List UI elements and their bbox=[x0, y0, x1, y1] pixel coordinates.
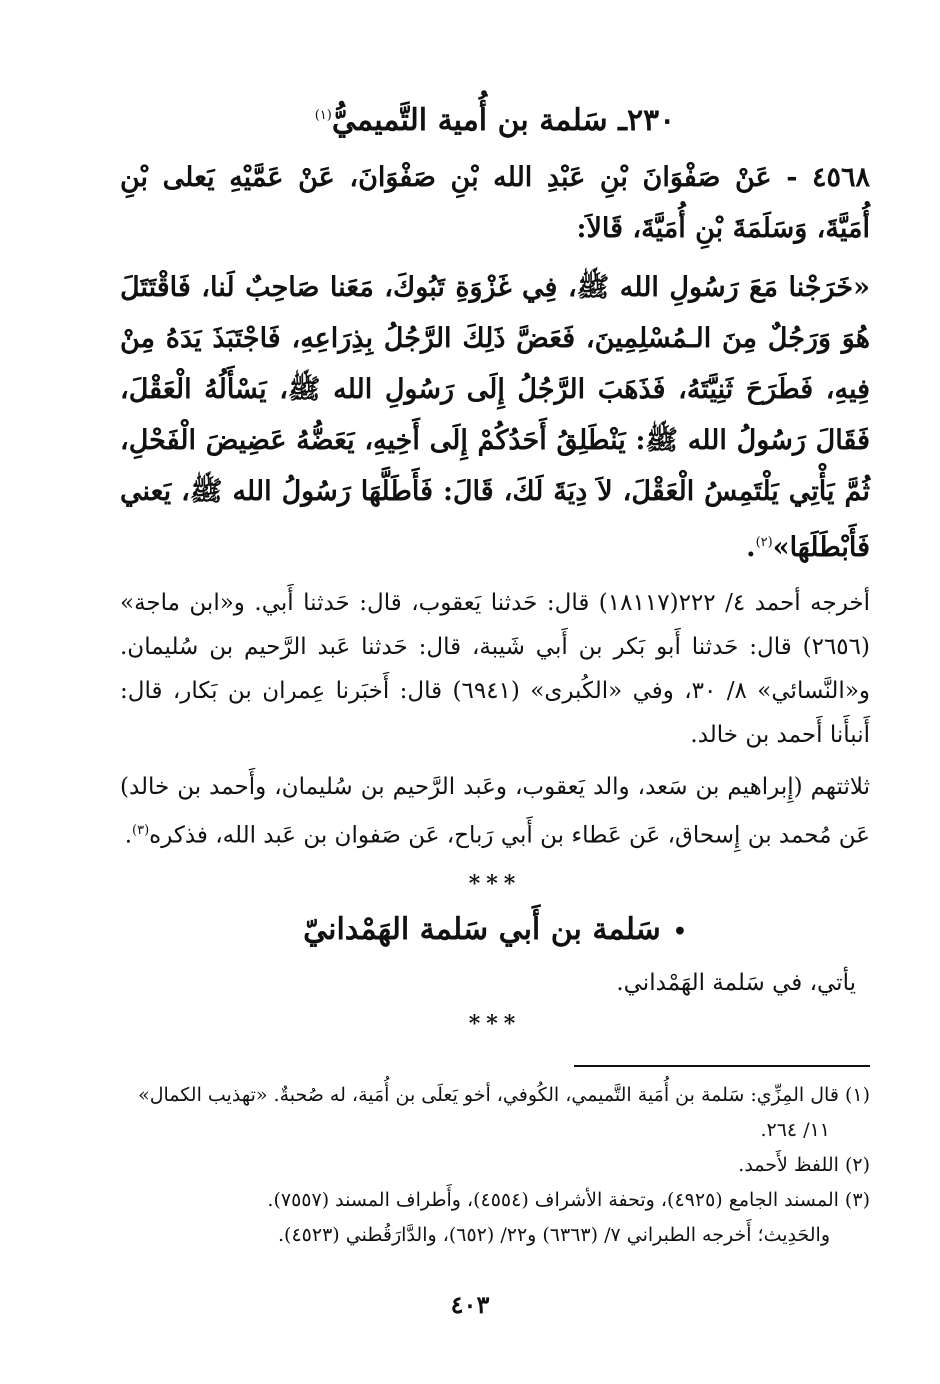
footnote-1-continued: ١١/ ٢٦٤. bbox=[760, 1119, 830, 1141]
subentry-heading bbox=[120, 902, 870, 960]
subentry-heading-text: سَلمة بن أَبي سَلمة الهَمْدانيّ bbox=[303, 911, 661, 947]
hadith-matn: «خَرَجْنا مَعَ رَسُولِ الله ﷺ، فِي غَزْوَةِ تَبُوكَ، مَعَنا صَاحِبٌ لَنا، فَاقْتَتَلَ هُوَ وَرَجُلٌ مِنَ الـمُسْلِمِينَ، فَعَضَّ ذَلِكَ الرَّجُلُ بِذِرَاعِهِ، فَاجْتَبَذَ يَدَهُ مِنْ فِيهِ، فَطَرَحَ ثَنِيَّتَهُ، فَذَهَبَ الرَّجُلُ إِلَى رَسُولِ الله ﷺ، يَسْأَلُهُ الْعَقْلَ، فَقَالَ رَسُولُ الله ﷺ: يَنْطَلِقُ أَحَدُكُمْ إِلَى أَخِيهِ، يَعَضُّهُ عَضِيضَ الْفَحْلِ، ثُمَّ يَأْتِي يَلْتَمِسُ الْعَقْلَ، لاَ دِيَةَ لَكَ، قَالَ: فَأَطَلَّهَا رَسُولُ الله ﷺ، يَعني فَأَبْطَلَهَا»$^{(٢)}$. bbox=[120, 272, 870, 563]
takhrij-paragraph-1: أخرجه أحمد ٤/ ٢٢٢(١٨١١٧) قال: حَدثنا يَعقوب، قال: حَدثنا أَبي. و«ابن ماجة» (٢٦٥٦) قال: حَدثنا أَبو بَكر بن أَبي شَيبة، قال: حَدثنا عَبد الرَّحيم بن سُليمان. و«النَّسائي» ٨/ ٣٠، وفي «الكُبرى» (٦٩٤١) قال: أَخبَرنا عِمران بن بَكار، قال: أَنبأَنا أَحمد بن خالد. bbox=[120, 590, 870, 748]
hadith-isnad: ٤٥٦٨ - عَنْ صَفْوَانَ بْنِ عَبْدِ الله بْنِ صَفْوَانَ، عَنْ عَمَّيْهِ يَعلى بْنِ أُمَيَّةَ، وَسَلَمَةَ بْنِ أُمَيَّةَ، قَالاَ: bbox=[120, 162, 870, 244]
subentry-note: يأتي، في سَلمة الهَمْداني. bbox=[616, 969, 856, 996]
footnote-1: (١) قال المِزِّي: سَلمة بن أُمَية التَّميمي، الكُوفي، أخو يَعلَى بن أُمَية، له صُحبةٌ. «تهذيب الكمال» bbox=[138, 1084, 870, 1106]
footnotes bbox=[120, 1078, 870, 1253]
entry-heading bbox=[120, 100, 870, 142]
hadith-matn-text: «خَرَجْنا مَعَ رَسُولِ الله ﷺ، فِي غَزْوَةِ تَبُوكَ، مَعَنا صَاحِبٌ لَنا، فَاقْتَتَلَ هُوَ وَرَجُلٌ مِنَ الـمُسْلِمِينَ، فَعَضَّ ذَلِكَ الرَّجُلُ بِذِرَاعِهِ، فَاجْتَبَذَ يَدَهُ مِنْ فِيهِ، فَطَرَحَ ثَنِيَّتَهُ، فَذَهَبَ الرَّجُلُ إِلَى رَسُولِ الله ﷺ، يَسْأَلُهُ الْعَقْلَ، فَقَالَ رَسُولُ الله ﷺ: يَنْطَلِقُ أَحَدُكُمْ إِلَى أَخِيهِ، يَعَضُّهُ عَضِيضَ الْفَحْلِ، ثُمَّ يَأْتِي يَلْتَمِسُ الْعَقْلَ، لاَ دِيَةَ لَكَ، قَالَ: فَأَطَلَّهَا رَسُولُ الله ﷺ، يَعني فَأَبْطَلَهَا» bbox=[120, 272, 870, 563]
section-separator: *** bbox=[468, 870, 522, 897]
takhrij-paragraph-2-text: ثلاثتهم (إِبراهيم بن سَعد، والد يَعقوب، وعَبد الرَّحيم بن سُليمان، وأَحمد بن خالد) عَن مُحمد بن إِسحاق، عَن عَطاء بن أَبي رَباح، عَن صَفوان بن عَبد الله، فذكره bbox=[120, 774, 870, 849]
bullet-icon: • bbox=[672, 918, 687, 945]
footnote-2: (٢) اللفظ لأَحمد. bbox=[738, 1154, 870, 1176]
footnote-3: (٣) المسند الجامع (٤٩٢٥)، وتحفة الأشراف (٤٥٥٤)، وأَطراف المسند (٧٥٥٧). bbox=[267, 1189, 870, 1211]
entry-heading-text: ٢٣٠ـ سَلمة بن أُمية التَّميميُّ bbox=[331, 103, 676, 138]
footnote-3-continued: والحَدِيث؛ أَخرجه الطبراني ٧/ (٦٣٦٣) و٢٢/ (٦٥٢)، والدَّارَقُطني (٤٥٢٣). bbox=[278, 1224, 830, 1246]
hadith-footnote-ref[interactable]: (٢) bbox=[755, 535, 773, 550]
takhrij-footnote-ref[interactable]: (٣) bbox=[132, 823, 150, 838]
page-number: ٤٠٣ bbox=[450, 1290, 490, 1319]
footnote-divider bbox=[574, 1065, 870, 1067]
takhrij-paragraph-2: ثلاثتهم (إِبراهيم بن سَعد، والد يَعقوب، وعَبد الرَّحيم بن سُليمان، وأَحمد بن خالد) عَن مُحمد بن إِسحاق، عَن عَطاء بن أَبي رَباح، عَن صَفوان بن عَبد الله، فذكره$^{(٣)}$. bbox=[120, 774, 870, 849]
section-separator-2: *** bbox=[468, 1010, 522, 1037]
entry-heading-footnote-ref[interactable]: (١) bbox=[314, 108, 332, 123]
